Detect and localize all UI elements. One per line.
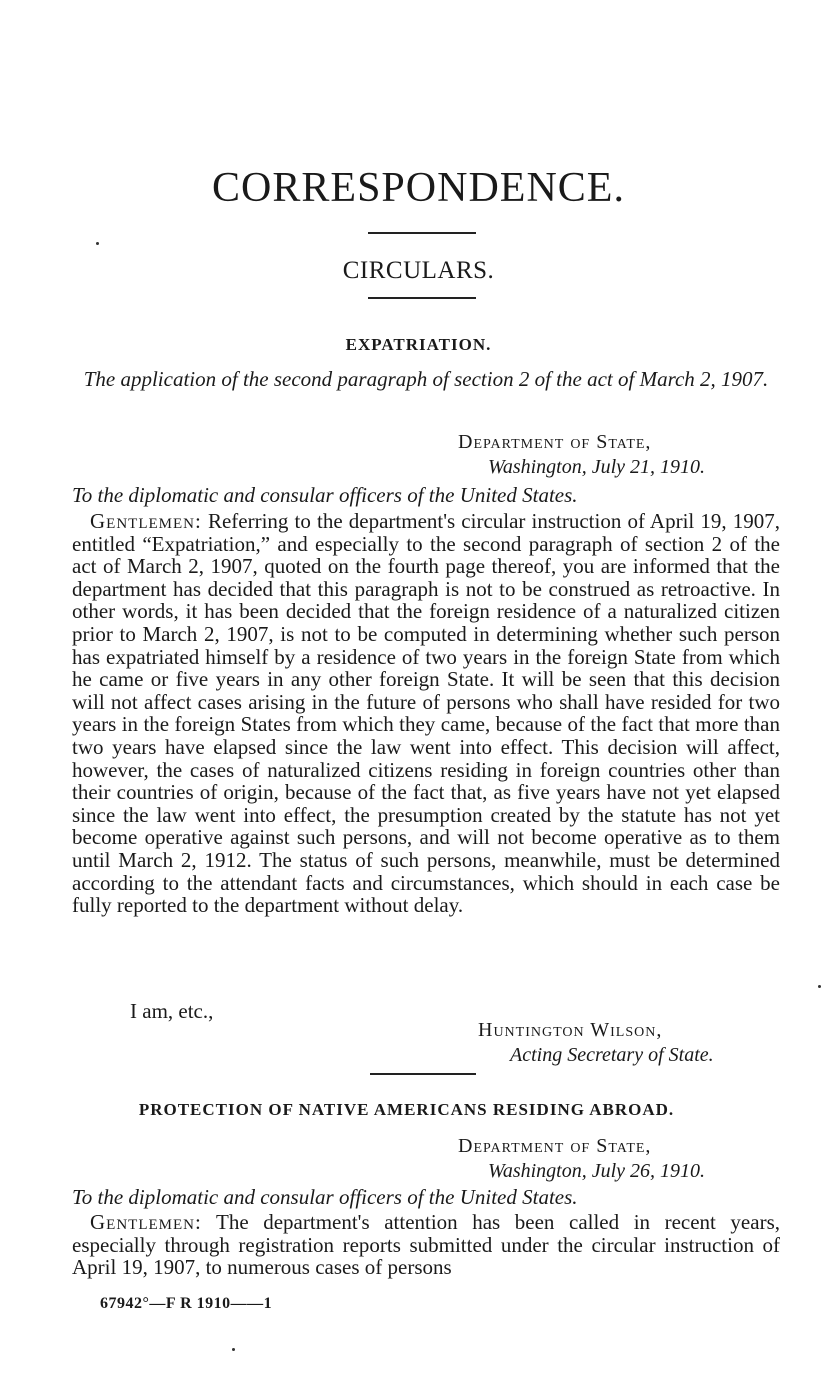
signature-block (478, 1018, 778, 1068)
speck (232, 1348, 235, 1351)
signer-title: Acting Secretary of State. (510, 1044, 714, 1066)
signature-mark: 67942°—F R 1910——1 (100, 1295, 273, 1312)
signer-name: Huntington Wilson, (478, 1019, 663, 1041)
protection-heading: PROTECTION OF NATIVE AMERICANS RESIDING ABROAD. (138, 1100, 675, 1119)
addressee: To the diplomatic and consular officers of the United States. (72, 1185, 578, 1209)
addressee: To the diplomatic and consular officers of the United States. (72, 483, 578, 507)
expatriation-heading: EXPATRIATION. (345, 335, 492, 354)
body-text: Referring to the department's circular instruction of April 19, 1907, entitled “Expatriation,” and especially to the second paragraph of section 2 of the act of March 2, 1907, quoted on the fourth page thereof, you are informed that the department has decided that this paragraph is not to be construed as retroactive. In other words, it has been decided that the foreign residence of a naturalized citizen prior to March 2, 1907, is not to be computed in determining whether such person has expatriated himself by a residence of two years in the foreign State from which he came or five years in any other foreign State. It will be seen that this decision will not affect cases arising in the future of persons who shall have resided for two years in the foreign States from which they came, because of the fact that more than two years have elapsed since the law went into effect. This decision will affect, however, the cases of naturalized citizens residing in foreign countries other than their countries of origin, because of the fact that, as five years have not yet elapsed since the law went into effect, the presumption created by the statute has not yet become operative against such persons, and will not become operative as to them until March 2, 1912. The status of such persons, meanwhile, must be determined according to the attendant facts and circumstances, which should in each case be fully reported to the department without delay. (72, 509, 780, 918)
section-rule (370, 1073, 476, 1075)
section-title-circulars: CIRCULARS. (342, 257, 495, 284)
closing: I am, etc., (130, 999, 214, 1023)
dept-name: Department of State, (458, 1135, 652, 1157)
place-date: Washington, July 21, 1910. (488, 456, 706, 478)
dept-name: Department of State, (458, 431, 652, 453)
salutation: Gentlemen: (90, 1210, 202, 1234)
letter-body (72, 1211, 780, 1279)
dept-header-2 (458, 1134, 758, 1184)
page-title: CORRESPONDENCE. (212, 165, 625, 211)
title-rule (368, 232, 476, 234)
salutation: Gentlemen: (90, 509, 202, 533)
place-date: Washington, July 26, 1910. (488, 1160, 706, 1182)
speck (96, 242, 99, 245)
body-text: The department's attention has been called in recent years, especially through registration reports submitted under the circular instruction of April 19, 1907, to numerous cases of persons (72, 1210, 780, 1280)
expatriation-summary: The application of the second paragraph of section 2 of the act of March 2, 1907. (83, 367, 769, 391)
letter-body (72, 510, 780, 917)
subtitle-rule (368, 297, 476, 299)
speck (818, 985, 821, 988)
dept-header-1 (458, 430, 758, 480)
